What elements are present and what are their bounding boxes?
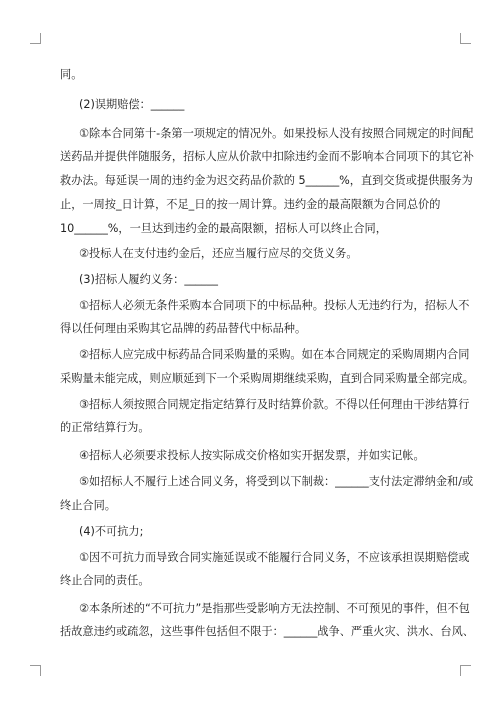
text-line: 括故意违约或疏忽，这些事件包括但不限于：______战争、严重火灾、洪水、台风、: [60, 625, 474, 638]
text-line: 终止合同。: [60, 499, 116, 512]
text-line: ①因不可抗力而导致合同实施延误或不能履行合同义务，不应该承担误期赔偿或: [79, 551, 470, 564]
heading-delay-compensation: (2)误期赔偿：______: [79, 98, 185, 111]
text-line: 止，一周按_日计算，不足_日的按一周计算。违约金的最高限额为合同总价的: [60, 198, 441, 211]
text-line: ③招标人须按照合同规定指定结算行及时结算价款。不得以任何理由干涉结算行: [79, 398, 470, 411]
text-line: 同。: [60, 68, 83, 81]
text-line: ①招标人必须无条件采购本合同项下的中标品种。投标人无违约行为，招标人不: [79, 299, 470, 312]
text-line: 送药品并提供伴随服务，招标人应从价款中扣除违约金而不影响本合同项下的其它补: [60, 150, 474, 163]
text-line: ②招标人应完成中标药品合同采购量的采购。如在本合同规定的采购周期内合同: [79, 348, 470, 361]
text-line: ②投标人在支付违约金后，还应当履行应尽的交货义务。: [79, 247, 358, 260]
text-line: ⑤如招标人不履行上述合同义务，将受到以下制裁：______支付法定滞纳金和/或: [79, 475, 474, 488]
text-line: 终止合同的责任。: [60, 574, 150, 587]
text-line: 采购量未能完成，则应顺延到下一个采购周期继续采购，直到合同采购量全部完成。: [60, 372, 474, 385]
heading-buyer-obligations: (3)招标人履约义务：______: [79, 273, 218, 286]
text-line: 的正常结算行为。: [60, 421, 150, 434]
heading-force-majeure: (4)不可抗力;: [79, 525, 144, 538]
text-line: ④招标人必须要求投标人按实际成交价格如实开据发票，并如实记帐。: [79, 449, 425, 462]
text-line: ②本条所述的“不可抗力”是指那些受影响方无法控制、不可预见的事件，但不包: [79, 602, 470, 615]
text-line: 救办法。每延误一周的违约金为迟交药品价款的 5______%，直到交货或提供服务为: [60, 174, 473, 187]
text-line: 10______%，一旦达到违约金的最高限额，招标人可以终止合同，: [60, 222, 387, 235]
text-line: ①除本合同第十-条第一项规定的情况外。如果投标人没有按照合同规定的时间配: [79, 127, 474, 140]
text-line: 得以任何理由采购其它品牌的药品替代中标品种。: [60, 322, 307, 335]
